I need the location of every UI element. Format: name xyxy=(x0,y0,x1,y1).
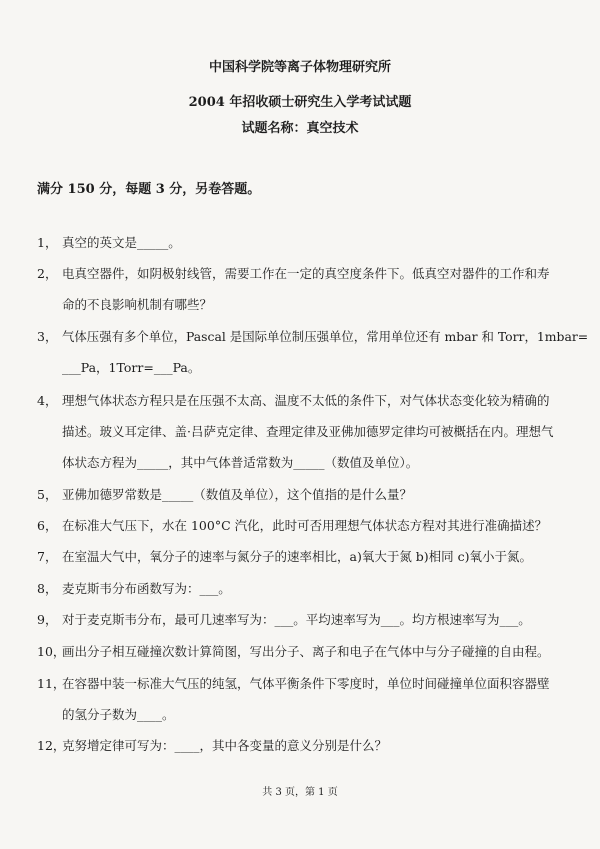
question-text: 克努增定律可写为：____，其中各变量的意义分别是什么？ xyxy=(62,738,388,753)
question-number: 1， xyxy=(37,235,58,250)
question-number: 11， xyxy=(37,676,66,691)
question-text: 气体压强有多个单位，Pascal 是国际单位制压强单位，常用单位还有 mbar 和 Torr，1mbar= xyxy=(62,329,589,344)
question-number: 8， xyxy=(37,581,58,596)
question-text: 电真空器件，如阴极射线管，需要工作在一定的真空度条件下。低真空对器件的工作和寿 xyxy=(62,266,550,281)
question-text: 在室温大气中，氧分子的速率与氮分子的速率相比，a)氧大于氮 b)相同 c)氧小于氮。 xyxy=(62,549,533,564)
question-text-continued: 命的不良影响机制有哪些？ xyxy=(62,297,213,312)
question-text-continued: 描述。玻义耳定律、盖·吕萨克定律、查理定律及亚佛加德罗定律均可被概括在内。理想气 xyxy=(62,424,554,439)
question-text: 在标准大气压下，水在 100°C 汽化，此时可否用理想气体状态方程对其进行准确描述？ xyxy=(62,518,548,533)
question-text: 理想气体状态方程只是在压强不太高、温度不太低的条件下，对气体状态变化较为精确的 xyxy=(62,393,550,408)
question-text-continued: 体状态方程为_____，其中气体普适常数为_____（数值及单位）。 xyxy=(62,455,419,470)
question-number: 4， xyxy=(37,393,58,408)
question-text: 画出分子相互碰撞次数计算简图，写出分子、离子和电子在气体中与分子碰撞的自由程。 xyxy=(62,644,550,659)
institute-name: 中国科学院等离子体物理研究所 xyxy=(208,60,391,75)
question-text: 对于麦克斯韦分布，最可几速率写为：___。平均速率写为___。均方根速率写为___。 xyxy=(62,612,531,627)
question-text: 麦克斯韦分布函数写为：___。 xyxy=(62,581,231,596)
question-text-continued: 的氢分子数为____。 xyxy=(62,707,175,722)
question-number: 3， xyxy=(37,329,58,344)
question-number: 7， xyxy=(37,549,58,564)
question-number: 6， xyxy=(37,518,58,533)
question-text-continued: ___Pa，1Torr=___Pa。 xyxy=(62,360,201,375)
subject-title: 试题名称：真空技术 xyxy=(241,121,359,136)
question-number: 2， xyxy=(37,266,58,281)
question-text: 在容器中装一标准大气压的纯氢，气体平衡条件下零度时，单位时间碰撞单位面积容器壁 xyxy=(62,676,550,691)
question-number: 5， xyxy=(37,487,58,502)
question-number: 9， xyxy=(37,612,58,627)
question-number: 10， xyxy=(37,644,66,659)
page-footer: 共 3 页，第 1 页 xyxy=(262,787,338,798)
instructions: 满分 150 分，每题 3 分，另卷答题。 xyxy=(37,182,261,197)
question-number: 12， xyxy=(37,738,66,753)
question-text: 亚佛加德罗常数是_____（数值及单位），这个值指的是什么量？ xyxy=(62,487,413,502)
question-text: 真空的英文是_____。 xyxy=(62,235,181,250)
exam-title: 2004 年招收硕士研究生入学考试试题 xyxy=(188,95,412,110)
